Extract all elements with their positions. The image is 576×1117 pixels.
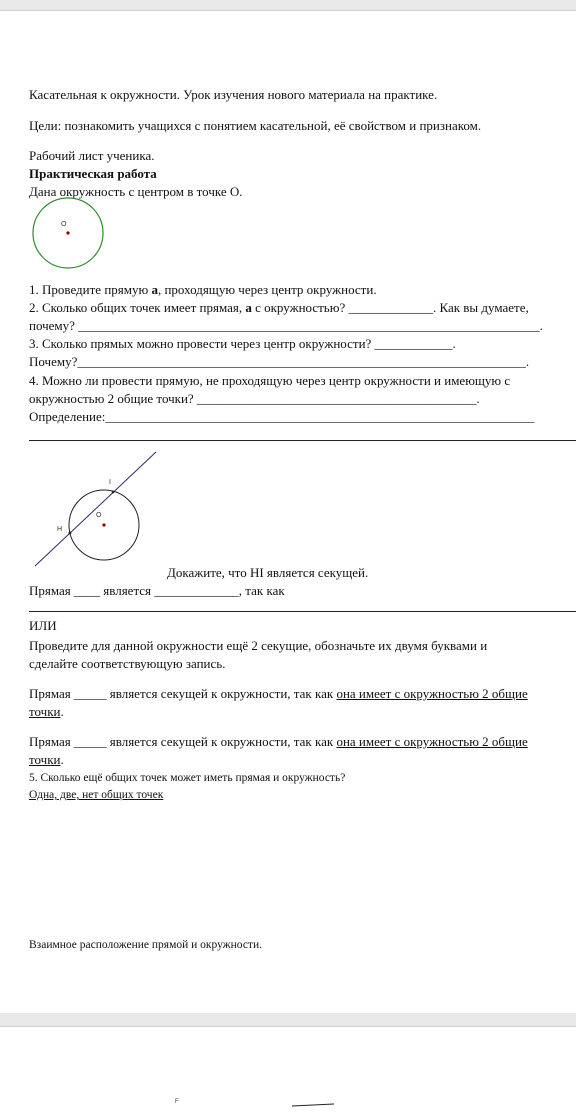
question-4: 4. Можно ли провести прямую, не проходящую через центр окружности и имеющую с — [29, 373, 511, 388]
point-i-label: I — [109, 479, 111, 486]
question-3-cont: Почему?_____________________________________________________________________. — [29, 354, 530, 369]
section-title: Практическая работа — [29, 166, 157, 181]
next-page — [0, 1026, 576, 1117]
prove-statement: Докажите, что HI является секущей. — [167, 565, 369, 580]
lesson-title: Касательная к окружности. Урок изучения нового материала на практике. — [29, 87, 438, 102]
center-point-2 — [102, 523, 105, 526]
secant-entry-1-cont: точки. — [29, 704, 64, 719]
statement-rule — [29, 611, 576, 612]
secant-figure — [0, 11, 576, 1013]
question-4-cont: окружностью 2 общие точки? ___________________________________________. — [29, 391, 480, 406]
lesson-goals: Цели: познакомить учащихся с понятием касательной, её свойством и признаком. — [29, 118, 482, 133]
secant-statement: Прямая ____ является _____________, так как — [29, 583, 285, 598]
point-i-dot — [112, 491, 115, 494]
question-3: 3. Сколько прямых можно провести через центр окружности? ____________. — [29, 336, 456, 351]
task-line-2: сделайте соответствующую запись. — [29, 656, 226, 671]
given-statement: Дана окружность с центром в точке О. — [29, 184, 243, 199]
definition-line: Определение:__________________________________________________________________ — [29, 409, 535, 424]
question-5-answer: Одна, две, нет общих точек — [29, 789, 164, 801]
footer-heading: Взаимное расположение прямой и окружности. — [29, 939, 262, 951]
point-h-label: H — [57, 526, 63, 533]
task-line-1: Проведите для данной окружности ещё 2 секущие, обозначьте их двумя буквами и — [29, 638, 488, 653]
question-2: 2. Сколько общих точек имеет прямая, а с окружностью? _____________. Как вы думаете, — [29, 300, 529, 315]
worksheet-label: Рабочий лист ученика. — [29, 148, 155, 163]
secant-line-hi — [35, 452, 156, 566]
secant-entry-1: Прямая _____ является секущей к окружности, так как она имеет с окружностью 2 общие — [29, 686, 528, 701]
question-5: 5. Сколько ещё общих точек может иметь прямая и окружность? — [29, 772, 346, 784]
secant-entry-2-cont: точки. — [29, 752, 64, 767]
or-label: ИЛИ — [29, 618, 57, 633]
point-h-dot — [69, 532, 72, 535]
center-label-1: О — [61, 221, 67, 228]
page2-mark: F — [175, 1099, 179, 1105]
question-1: 1. Проведите прямую а, проходящую через центр окружности. — [29, 282, 377, 297]
question-2-cont: почему? _______________________________________________________________________. — [29, 318, 543, 333]
center-label-2: O — [96, 512, 102, 519]
secant-entry-2: Прямая _____ является секущей к окружности, так как она имеет с окружностью 2 общие — [29, 734, 528, 749]
document-page — [0, 10, 576, 1013]
next-page-fragment — [0, 1027, 576, 1117]
